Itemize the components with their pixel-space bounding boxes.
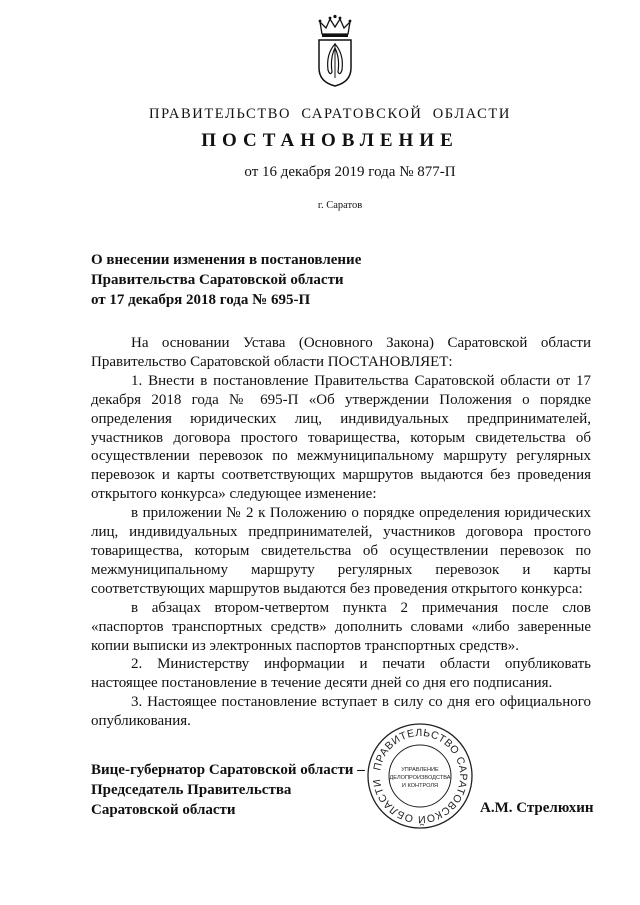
body-paragraph: 1. Внести в постановление Правительства Саратовской области от 17 декабря 2018 года № 695-П «Об утверждении Положения о порядке определения юридических лиц, индивидуальных предпринимателей, участников договора простого товарищества, которым свидетельства об осуществлении перевозок по межмуниципальному маршруту регулярных перевозок и карты соответствующих маршрутов выдаются без проведения открытого конкурса» следующее изменение: [91,372,591,503]
signer-name: А.М. Стрелюхин [480,800,594,816]
stamp-ring-text: ПРАВИТЕЛЬСТВО САРАТОВСКОЙ ОБЛАСТИ [370,726,470,826]
body-paragraph: 3. Настоящее постановление вступает в силу со дня его официального опубликования. [91,694,591,730]
subject-line: Правительства Саратовской области [91,272,344,288]
body-paragraph: На основании Устава (Основного Закона) Саратовской области Правительство Саратовской области ПОСТАНОВЛЯЕТ: [91,335,591,370]
body-paragraph: в абзацах втором-четвертом пункта 2 примечания после слов «паспортов транспортных средств» дополнить словами «либо заверенные копии выписки из электронных паспортов транспортных средств». [91,599,591,654]
coat-of-arms-icon [314,14,356,88]
stamp-center-line: УПРАВЛЕНИЕ [401,767,439,773]
position-line: Вице-губернатор Саратовской области – [91,762,365,778]
subject-line: от 17 декабря 2018 года № 695-П [91,292,311,308]
government-title: ПРАВИТЕЛЬСТВО САРАТОВСКОЙ ОБЛАСТИ [149,106,511,122]
document-date-number: от 16 декабря 2019 года № 877-П [244,164,456,180]
official-stamp [366,722,474,830]
subject-line: О внесении изменения в постановление [91,252,362,268]
signatory-position [91,760,391,820]
stamp-center-line: ДЕЛОПРОИЗВОДСТВА [389,775,451,781]
document-subject [91,250,421,310]
document-city: г. Саратов [317,200,363,211]
position-line: Председатель Правительства [91,782,292,798]
stamp-center-line: И КОНТРОЛЯ [401,783,439,789]
document-type-title: ПОСТАНОВЛЕНИЕ [201,130,459,151]
body-paragraph: в приложении № 2 к Положению о порядке определения юридических лиц, индивидуальных предпринимателей, участников договора простого товарищества, которым свидетельства об осуществлении перевозок по межмуниципальному маршруту регулярных перевозок и карты соответствующих маршрутов выдаются без проведения открытого конкурса: [91,505,591,597]
position-line: Саратовской области [91,802,236,818]
body-paragraph: 2. Министерству информации и печати области опубликовать настоящее постановление в течение десяти дней со дня его подписания. [91,656,591,692]
document-body [91,334,591,731]
